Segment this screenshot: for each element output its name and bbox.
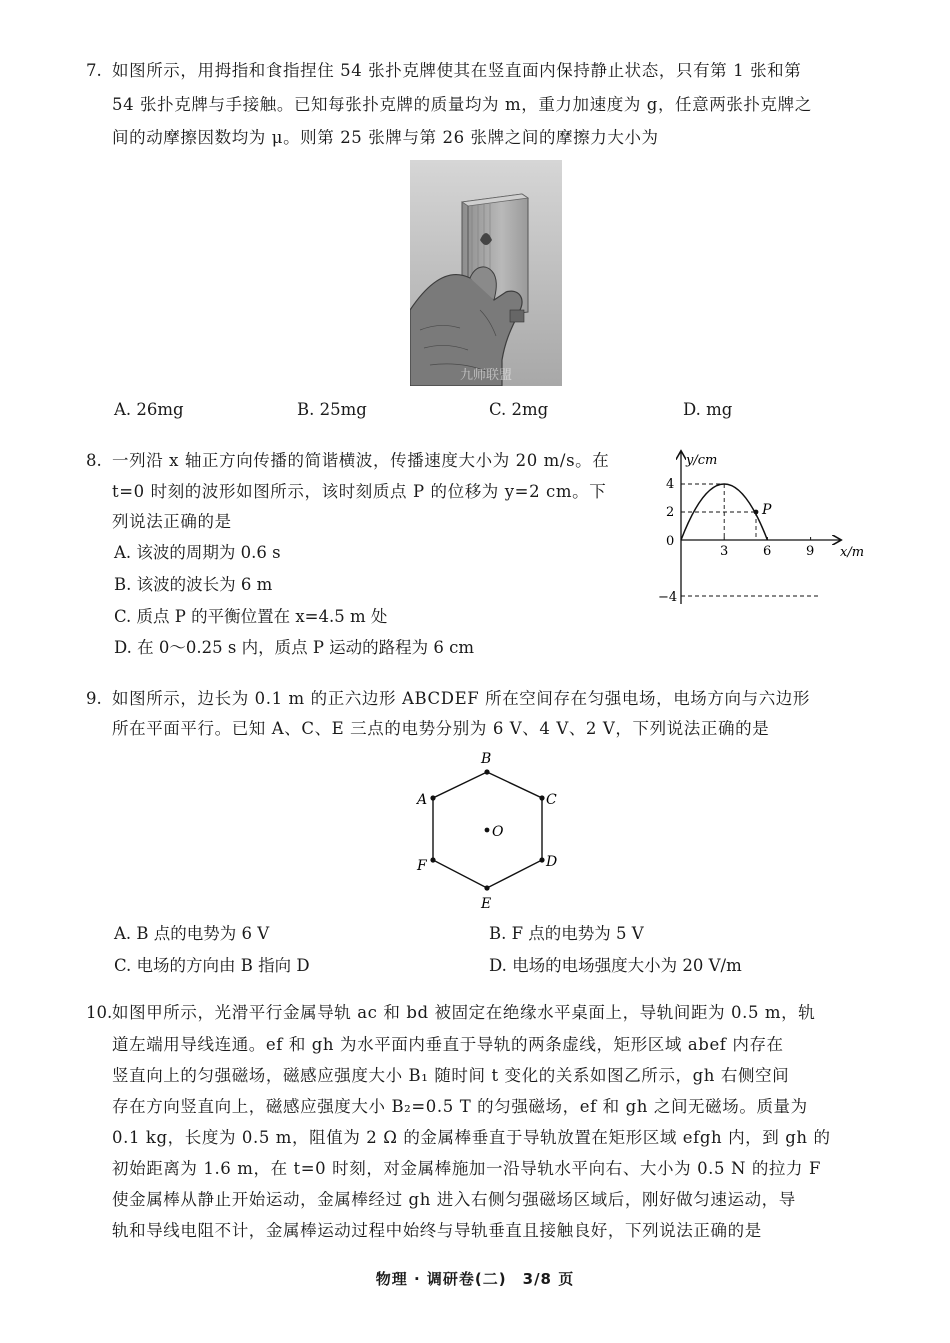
- q9-hexagon-diagram: [408, 746, 568, 914]
- vertex-d-dot: [539, 857, 544, 862]
- q10-line-7: 使金属棒从静止开始运动，金属棒经过 gh 进入右侧匀强磁场区域后，刚好做匀速运动，导: [112, 1190, 796, 1209]
- vertex-a-dot: [430, 795, 435, 800]
- q9-option-b: B. F 点的电势为 5 V: [489, 924, 644, 943]
- q7-option-b: B. 25mg: [297, 400, 367, 419]
- point-p-label: P: [762, 502, 772, 518]
- q9-line-1: 如图所示，边长为 0.1 m 的正六边形 ABCDEF 所在空间存在匀强电场，电场方向与六边形: [112, 689, 811, 708]
- ytick-2: 2: [666, 505, 675, 520]
- q8-number: 8.: [86, 451, 102, 470]
- q9-number: 9.: [86, 689, 102, 708]
- xtick-9: 9: [806, 544, 815, 559]
- q7-photo-hand-holding-cards: [410, 160, 562, 386]
- q7-line-1: 如图所示，用拇指和食指捏住 54 张扑克牌使其在竖直面内保持静止状态，只有第 1 张和第: [112, 61, 802, 80]
- origin-label: 0: [666, 534, 675, 549]
- q8-line-1: 一列沿 x 轴正方向传播的简谐横波，传播速度大小为 20 m/s。在: [112, 451, 610, 470]
- xtick-6: 6: [763, 544, 772, 559]
- center-o-label: O: [492, 824, 504, 840]
- q8-option-b: B. 该波的波长为 6 m: [114, 575, 273, 594]
- q8-option-c: C. 质点 P 的平衡位置在 x=4.5 m 处: [114, 607, 388, 626]
- q7-photo-watermark: 九师联盟: [460, 368, 513, 383]
- q8-option-d: D. 在 0～0.25 s 内，质点 P 运动的路程为 6 cm: [114, 638, 475, 657]
- q10-line-8: 轨和导线电阻不计，金属棒运动过程中始终与导轨垂直且接触良好，下列说法正确的是: [112, 1221, 762, 1240]
- ytick-4: 4: [666, 477, 675, 492]
- q9-line-2: 所在平面平行。已知 A、C、E 三点的电势分别为 6 V、4 V、2 V，下列说法正确的是: [112, 719, 770, 738]
- vertex-c-label: C: [546, 792, 557, 808]
- vertex-a-label: A: [417, 792, 428, 808]
- q10-line-2: 道左端用导线连通。ef 和 gh 为水平面内垂直于导轨的两条虚线，矩形区域 abef 内存在: [112, 1035, 784, 1054]
- vertex-d-label: D: [546, 854, 558, 870]
- center-o-dot: [485, 828, 490, 833]
- q8-wave-graph: [650, 446, 880, 616]
- q10-line-5: 0.1 kg，长度为 0.5 m，阻值为 2 Ω 的金属棒垂直于导轨放置在矩形区域 efgh 内，到 gh 的: [112, 1128, 831, 1147]
- q10-line-6: 初始距离为 1.6 m，在 t=0 时刻，对金属棒施加一沿导轨水平向右、大小为 0.5 N 的拉力 F: [112, 1159, 822, 1178]
- q8-line-2: t=0 时刻的波形如图所示，该时刻质点 P 的位移为 y=2 cm。下: [112, 482, 607, 501]
- ytick-neg4: −4: [658, 590, 678, 605]
- q10-number: 10.: [86, 1003, 113, 1022]
- q7-option-a: A. 26mg: [114, 400, 184, 419]
- q10-line-1: 如图甲所示，光滑平行金属导轨 ac 和 bd 被固定在绝缘水平桌面上，导轨间距为 0.5 m，轨: [112, 1003, 816, 1022]
- q7-line-3: 间的动摩擦因数均为 μ。则第 25 张牌与第 26 张牌之间的摩擦力大小为: [112, 128, 659, 147]
- point-p-marker: [754, 510, 759, 515]
- q8-line-3: 列说法正确的是: [112, 512, 232, 531]
- page-footer: 物理 · 调研卷(二) 3/8 页: [375, 1270, 575, 1288]
- vertex-c-dot: [539, 795, 544, 800]
- q9-option-d: D. 电场的电场强度大小为 20 V/m: [489, 956, 742, 975]
- vertex-e-label: E: [481, 896, 492, 912]
- q9-option-c: C. 电场的方向由 B 指向 D: [114, 956, 310, 975]
- vertex-b-label: B: [481, 751, 492, 767]
- q7-option-d: D. mg: [683, 400, 733, 419]
- vertex-b-dot: [484, 769, 489, 774]
- q10-line-4: 存在方向竖直向上，磁感应强度大小 B₂=0.5 T 的匀强磁场，ef 和 gh 之间无磁场。质量为: [112, 1097, 808, 1116]
- xtick-3: 3: [720, 544, 729, 559]
- vertex-e-dot: [484, 885, 489, 890]
- x-axis-label: x/m: [840, 545, 865, 560]
- hand-cards-illustration: [410, 160, 562, 386]
- q10-line-3: 竖直向上的匀强磁场，磁感应强度大小 B₁ 随时间 t 变化的关系如图乙所示，gh 右侧空间: [112, 1066, 790, 1085]
- vertex-f-label: F: [417, 858, 427, 874]
- q9-option-a: A. B 点的电势为 6 V: [114, 924, 270, 943]
- q8-option-a: A. 该波的周期为 0.6 s: [114, 543, 281, 562]
- q7-number: 7.: [86, 61, 102, 80]
- q7-option-c: C. 2mg: [489, 400, 549, 419]
- y-axis-label: y/cm: [686, 453, 718, 468]
- vertex-f-dot: [430, 857, 435, 862]
- q7-line-2: 54 张扑克牌与手接触。已知每张扑克牌的质量均为 m，重力加速度为 g，任意两张扑克牌之: [112, 95, 812, 114]
